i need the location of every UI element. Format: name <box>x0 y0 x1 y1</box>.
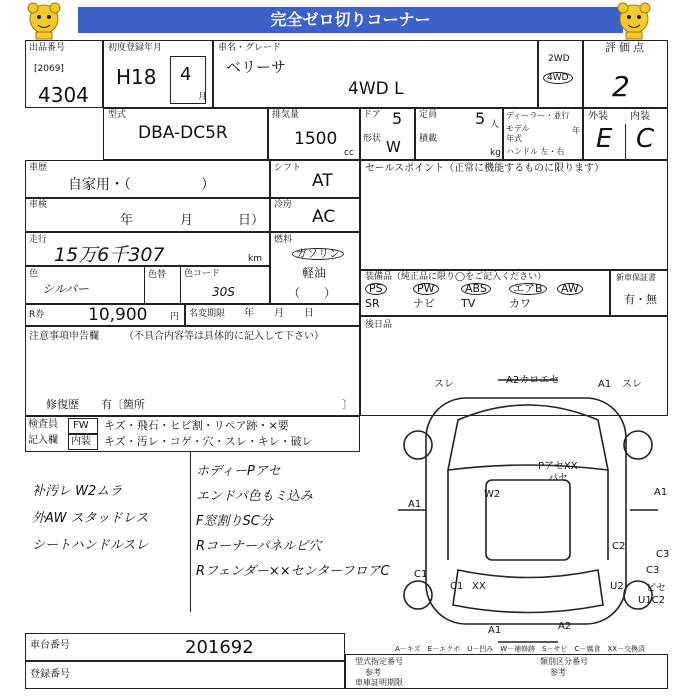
color-code-label: 色コード <box>184 269 221 279</box>
score-int-label: 内装 <box>630 111 650 122</box>
diagram-label-0: スレ <box>434 379 454 390</box>
registration-month: 4 <box>180 64 192 85</box>
shape-label: 形状 <box>363 134 382 144</box>
hand-note-left-2: シートハンドルスレ <box>32 538 149 553</box>
score-int: C <box>636 124 655 154</box>
mileage-label: 走行 <box>29 235 48 245</box>
hand-note-right-4: Rフェンダー××センターフロアC <box>196 564 390 579</box>
registration-era: H18 <box>116 65 157 89</box>
chassis-label: 車台番号 <box>30 640 70 651</box>
diagram-label-18: A1 <box>488 625 502 636</box>
sales-point-label: セールスポイント（正常に機能するものに限ります） <box>365 163 605 174</box>
mileage-value: 15万6千307 <box>54 244 165 266</box>
diagram-legend: A－キズ E－エクボ U－凹み W－補修跡 S－サビ C－腐食 XX－交換済 <box>395 645 646 653</box>
chassis-value: 201692 <box>185 637 254 658</box>
inspection-box <box>25 198 270 232</box>
fuel-diesel: 軽油 <box>302 266 327 280</box>
score-ext: E <box>596 124 613 154</box>
load-unit: kg <box>490 148 501 158</box>
hand-note-left-0: 补汚レ W2ムラ <box>32 484 123 499</box>
mascot-left-icon <box>22 2 66 40</box>
model-label: 型式 <box>108 110 127 120</box>
hand-note-right-3: Rコーナーパネルピ穴 <box>196 539 322 554</box>
equipment-item-b-1: ナビ <box>413 297 435 310</box>
header-title: 完全ゼロ切りコーナー <box>78 7 623 33</box>
color-change-label: 色替 <box>148 270 167 280</box>
shift-value: AT <box>312 171 333 191</box>
shape-value: W <box>386 138 401 156</box>
recycle-unit: 円 <box>170 312 180 322</box>
diagram-label-3: スレ <box>622 379 642 390</box>
lot-code: [2069] <box>34 64 64 74</box>
footer-type-no: 型式指定番号 <box>355 657 403 666</box>
record-label: 記入欄 <box>28 435 58 446</box>
equipment-row-2 <box>365 299 605 314</box>
footer-plate: 車庫証明期限 <box>355 678 403 687</box>
ac-value: AC <box>312 207 336 227</box>
fuel-label: 燃料 <box>274 235 293 245</box>
auction-sheet: 出品番号 [2069] 4304 初度登録年月 H18 4 月 車名・グレード ベリーサ 4WD L 2WD 4WD 評価点 2 型式 DBA-DC5R 排気量 1500 cc ドア 5 形状 W 定員 5 人 積載 kg ディーラー・並行 モデル年式 年 ハンドル 左・右 外装 内装 E C 車歴 自家用・（ ） シフト AT 車検 年 月 日） 冷房 AC 走行 15万6千307 km 燃料 ガソリン 軽油 （ ） 色 シルバー 色替 色コード 30S R券 10,900 円 名変期限 年 月 日 セールスポイント（正常に機能するものに限ります） 装備品（純正品に限り◯をご記入ください） PS PW ABS エアB AW SR ナビ TV カワ 新車保証書 有・無 後日品 注意事項申告欄 （不具合内容等は具体的に記入して下さい） 修復歴 有〔箇所 〕 検査員 記入欄 FW 内装 キズ・飛石・ヒビ割・リペア跡・×要 キズ・汚レ・コゲ・穴・スレ・キレ・破レ 补汚レ W2ムラ 外AW スタッドレス シートハンドルスレ ホディーPアセ エンドパ色もミ込み F窓割りSC分 Rコーナーパネルピ穴 Rフェンダー××センターフロアC スレ A2カロエセ A1 スレ PアセXX パセ A1 W2 A1 C2 C1 C3 C3 C1 XX U2 ピセ U1C2 A1 A2 A－キズ E－エクボ U－凹み W－補修跡 S－サビ C－腐食 XX－交換済 車台番号 201692 登録番号 型式指定番号 参考 類別区分番号 参考 車庫証明期限 <box>20 40 668 692</box>
notes-repair: 修復歴 有〔箇所 <box>46 398 145 411</box>
equipment-item-2: ABS <box>461 283 491 295</box>
equipment-item-b-0: SR <box>365 297 380 310</box>
name-change-label: 名変期限 <box>189 309 226 319</box>
fuel-gas: ガソリン <box>292 248 344 260</box>
equipment-row-1 <box>365 283 605 298</box>
inspector-label: 検査員 <box>28 419 58 430</box>
score-value: 2 <box>612 70 630 103</box>
recycle-value: 10,900 <box>88 305 148 325</box>
car-grade: 4WD L <box>348 79 404 99</box>
score-label: 評価点 <box>605 41 647 54</box>
footer-class-no: 類別区分番号 <box>540 657 588 666</box>
shift-label: シフト <box>274 163 302 173</box>
engine-unit: cc <box>344 148 354 158</box>
reg-no-label: 登録番号 <box>30 669 70 680</box>
hand-note-right-0: ホディーPアセ <box>196 464 281 479</box>
diagram-label-5: パセ <box>548 473 568 484</box>
diagram-label-12: C3 <box>646 565 660 576</box>
footer-ref2: 参考 <box>550 668 566 677</box>
equipment-item-b-2: TV <box>461 297 476 310</box>
capacity-value: 5 <box>475 109 486 128</box>
diagram-label-15: U2 <box>610 581 624 592</box>
mileage-unit: km <box>248 254 262 264</box>
color-label: 色 <box>29 269 39 279</box>
inspection-day: 日） <box>238 213 265 228</box>
equipment-item-1: PW <box>413 283 439 295</box>
load-label: 積載 <box>419 134 438 144</box>
footer-ref: 参考 <box>365 668 381 677</box>
record-interior: 内装 <box>71 436 91 447</box>
dealer-year-unit: 年 <box>572 126 580 135</box>
diagram-label-16: ピセ <box>646 583 666 594</box>
diagram-label-17: U1C2 <box>638 595 666 606</box>
ac-label: 冷房 <box>274 200 293 210</box>
equipment-item-0: PS <box>365 283 387 295</box>
score-ext-label: 外装 <box>588 111 608 122</box>
doors-value: 5 <box>392 109 403 128</box>
hand-note-right-1: エンドパ色もミ込み <box>196 489 313 504</box>
color-code: 30S <box>212 285 235 299</box>
hand-note-left-1: 外AW スタッドレス <box>32 511 149 526</box>
diagram-label-10: C1 <box>414 569 428 580</box>
notes-hint: （不具合内容等は具体的に記入して下さい） <box>124 331 324 342</box>
dealer-label: ディーラー・並行 <box>506 111 570 120</box>
dealer-model-year: モデル年式 <box>506 124 530 143</box>
equipment-item-3: エアB <box>509 283 547 295</box>
capacity-unit: 人 <box>490 120 500 130</box>
drive-4wd: 4WD <box>543 72 573 84</box>
diagram-label-8: A1 <box>654 487 668 498</box>
doors-label: ドア <box>363 110 381 120</box>
sales-point-box <box>360 160 668 270</box>
diagram-label-9: C2 <box>612 541 626 552</box>
diagram-label-7: W2 <box>484 489 501 500</box>
registration-month-unit: 月 <box>198 92 208 102</box>
hand-note-right-2: F窓割りSC分 <box>196 514 273 529</box>
diagram-label-4: PアセXX <box>538 461 578 472</box>
history-label: 車歴 <box>29 163 48 173</box>
recycle-label: R券 <box>29 310 45 320</box>
diagram-label-19: A2 <box>558 621 572 632</box>
color-value: シルバー <box>42 282 89 296</box>
engine-label: 排気量 <box>272 110 300 120</box>
lot-number: 4304 <box>38 83 89 107</box>
warranty-value: 有・無 <box>624 293 657 306</box>
equipment-item-b-3: カワ <box>509 297 531 310</box>
rear-seat-label: 後日品 <box>365 320 393 330</box>
drive-2wd: 2WD <box>548 54 570 64</box>
equipment-label: 装備品（純正品に限り◯をご記入ください） <box>365 272 547 282</box>
diagram-label-6: A1 <box>408 499 422 510</box>
diagram-label-2: A1 <box>598 379 612 390</box>
diagram-label-13: C1 <box>450 581 464 592</box>
engine-value: 1500 <box>294 129 338 149</box>
diagram-label-1: A2カロエセ <box>506 375 560 386</box>
registration-label: 初度登録年月 <box>108 43 163 53</box>
record-row2: キズ・汚レ・コゲ・穴・スレ・キレ・破レ <box>104 435 313 448</box>
lot-label: 出品番号 <box>29 43 66 53</box>
mascot-right-icon <box>612 2 656 40</box>
diagram-labels <box>388 370 668 650</box>
dealer-handle: ハンドル 左・右 <box>506 147 565 156</box>
model-value: DBA-DC5R <box>138 123 228 143</box>
car-name: ベリーサ <box>226 58 287 76</box>
reg-no-box <box>25 661 345 689</box>
notes-label: 注意事項申告欄 <box>29 331 99 342</box>
inspection-month: 月 <box>180 213 194 228</box>
car-label: 車名・グレード <box>218 43 282 53</box>
inspection-label: 車検 <box>29 200 48 210</box>
warranty-label: 新車保証書 <box>616 273 656 282</box>
capacity-label: 定員 <box>419 110 438 120</box>
inspector-row1: キズ・飛石・ヒビ割・リペア跡・×要 <box>104 419 289 432</box>
inspection-year: 年 <box>120 213 134 228</box>
inspector-fw: FW <box>73 420 89 431</box>
diagram-label-14: XX <box>472 581 486 592</box>
history-value: 自家用・（ ） <box>68 177 215 193</box>
diagram-label-11: C3 <box>656 549 670 560</box>
equipment-item-4: AW <box>557 283 583 295</box>
name-change-ymd: 年 月 日 <box>244 308 314 319</box>
